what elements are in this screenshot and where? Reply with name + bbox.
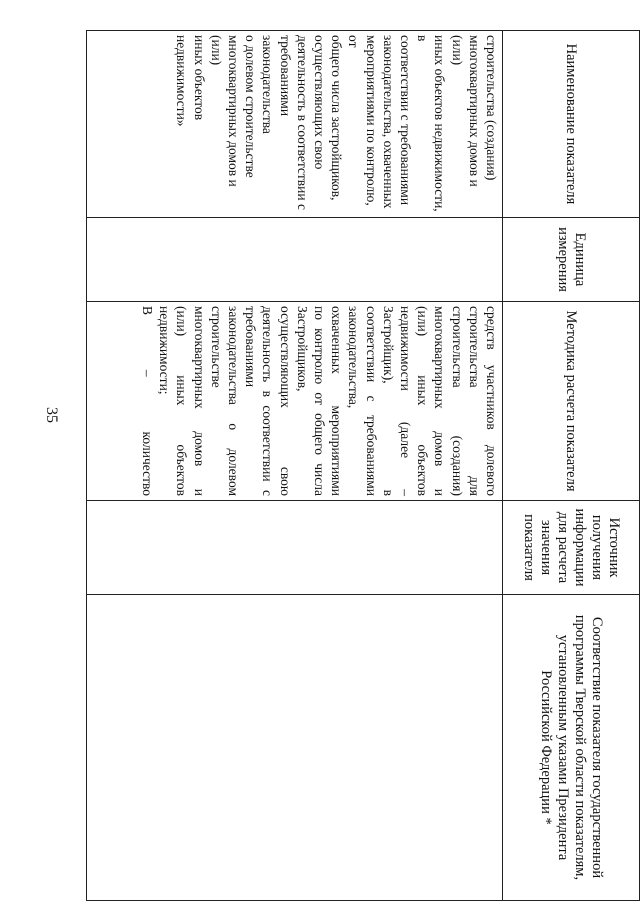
- indicator-table: [86, 30, 640, 901]
- table-header-row: [503, 31, 640, 901]
- text-line: деятельность в соответствии с: [260, 306, 276, 496]
- header-source: Источник получения информации для расчета значения показателя: [503, 501, 640, 595]
- text-line: многоквартирных домов и: [432, 306, 448, 496]
- text-line: строительства (создания): [449, 306, 465, 496]
- cell-compliance: [87, 595, 503, 901]
- text-line: по контролю от общего числа: [311, 306, 327, 496]
- text-line: строительства для: [466, 306, 482, 496]
- text-line: В – количество: [139, 306, 155, 496]
- text-line: законодательства,: [346, 306, 362, 409]
- text-line: строительстве: [208, 306, 224, 388]
- header-unit: Единица измерения: [503, 218, 640, 302]
- text-line: соответствии с требованиями: [397, 35, 413, 206]
- text-line: о долевом строительстве: [243, 35, 259, 178]
- table-row: [87, 31, 503, 901]
- text-line: требованиями законодательства: [260, 35, 293, 134]
- text-line: строительства (создания): [484, 35, 499, 181]
- header-method: Методика расчета показателя: [503, 302, 640, 501]
- text-line: законодательства, охваченных: [380, 35, 396, 209]
- indicator-table-rotated: [86, 30, 640, 900]
- cell-method: [87, 302, 503, 501]
- text-line: средств участников долевого: [484, 306, 499, 496]
- text-line: осуществляющих свою: [277, 306, 293, 496]
- text-line: требованиями: [243, 306, 259, 388]
- text-line: охваченных мероприятиями: [329, 306, 345, 496]
- cell-indicator-name: [87, 31, 503, 218]
- text-line: осуществляющих свою: [311, 35, 327, 170]
- text-line: соответствии с требованиями: [363, 306, 379, 496]
- text-line: многоквартирных домов и (или): [208, 35, 241, 187]
- text-line: иных объектов недвижимости, в: [415, 35, 448, 212]
- text-line: деятельность в соответствии с: [294, 35, 310, 210]
- text-line: недвижимости (далее –: [397, 306, 413, 496]
- text-line: недвижимости;: [157, 306, 173, 395]
- text-line: иных объектов недвижимости»: [174, 35, 207, 127]
- text-line: законодательства о долевом: [225, 306, 241, 496]
- text-line: (или) иных объектов: [174, 306, 190, 496]
- header-compliance: Соответствие показателя государственной программы Тверской области показателям, установленным указами Президента Российской Федерации *: [503, 595, 640, 901]
- text-line: Застройщик), в: [380, 306, 396, 496]
- cell-source: [87, 501, 503, 595]
- page-number: 35: [43, 407, 60, 423]
- text-line: (или) иных объектов: [415, 306, 431, 496]
- text-line: Застройщиков,: [294, 306, 310, 392]
- text-line: многоквартирных домов и: [191, 306, 207, 496]
- cell-unit: [87, 218, 503, 302]
- header-indicator-name: Наименование показателя: [503, 31, 640, 218]
- text-line: общего числа застройщиков,: [329, 35, 345, 201]
- text-line: мероприятиями по контролю, от: [346, 35, 379, 206]
- text-line: многоквартирных домов и (или): [449, 35, 482, 187]
